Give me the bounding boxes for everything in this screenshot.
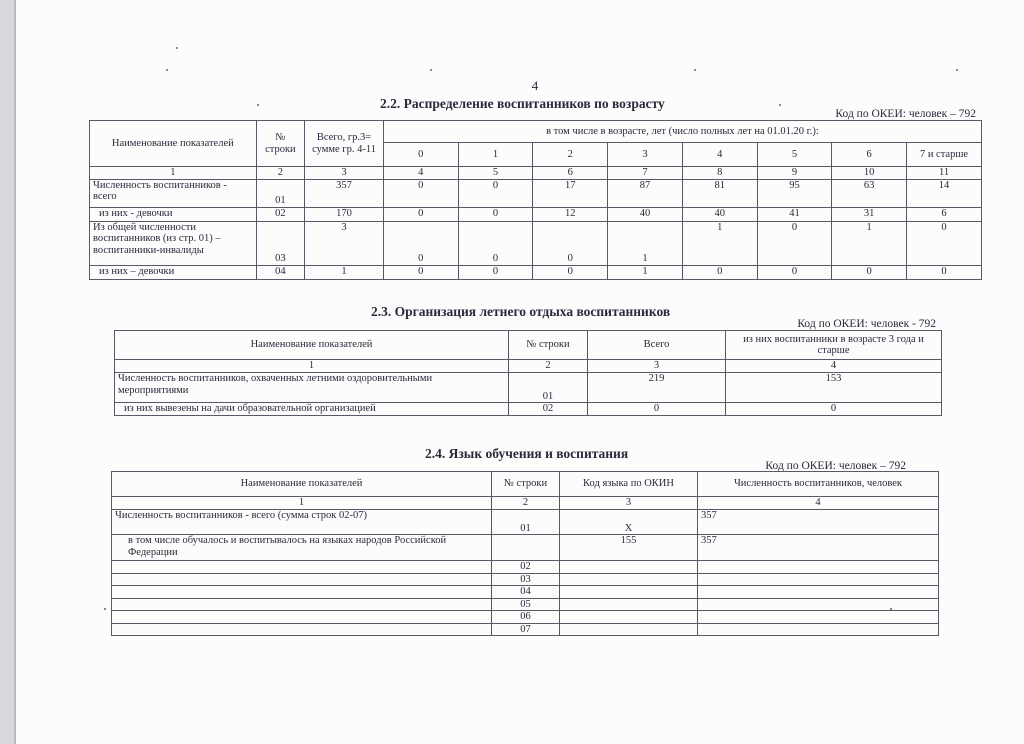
- row-number: 02: [492, 561, 560, 574]
- cell-value: 1: [608, 265, 683, 279]
- column-numbers-row: [112, 497, 939, 510]
- cell-value: 0: [907, 221, 982, 265]
- header-age: 2: [533, 143, 608, 167]
- table-row: [90, 221, 982, 265]
- row-number: 03: [256, 221, 304, 265]
- table-row: [112, 573, 939, 586]
- section-2-3-okei: Код по ОКЕИ: человек - 792: [797, 318, 936, 330]
- cell-age3: 153: [726, 373, 942, 403]
- header-name: Наименование показателей: [90, 121, 257, 167]
- cell-code: [560, 598, 698, 611]
- cell-total: 357: [305, 179, 384, 207]
- header-age: 0: [383, 143, 458, 167]
- row-number: 01: [492, 510, 560, 535]
- cell-code: [560, 573, 698, 586]
- cell-value: 0: [907, 265, 982, 279]
- header-age: 6: [832, 143, 907, 167]
- header-row-no: № строки: [492, 472, 560, 497]
- cell-total: 219: [588, 373, 726, 403]
- row-name: Численность воспитанников, охваченных летними оздоровительными мероприятиями: [115, 373, 509, 403]
- table-row: [90, 179, 982, 207]
- table-row: [115, 373, 942, 403]
- section-2-3-title: 2.3. Организация летнего отдыха воспитанников: [371, 304, 671, 319]
- column-numbers-row: [115, 360, 942, 373]
- table-row: [112, 535, 939, 561]
- cell-total: 0: [588, 403, 726, 416]
- cell-count: [698, 611, 939, 624]
- cell-value: 31: [832, 207, 907, 221]
- column-number: 2: [492, 497, 560, 510]
- header-name: Наименование показателей: [112, 472, 492, 497]
- section-2-2-okei: Код по ОКЕИ: человек – 792: [835, 108, 976, 120]
- header-age-group: в том числе в возрасте, лет (число полных лет на 01.01.20 г.):: [383, 121, 981, 143]
- column-number: 1: [115, 360, 509, 373]
- cell-value: 0: [458, 179, 533, 207]
- row-number: 03: [492, 573, 560, 586]
- cell-value: 1: [608, 221, 683, 265]
- cell-value: 0: [458, 221, 533, 265]
- row-number: 04: [256, 265, 304, 279]
- row-number: 06: [492, 611, 560, 624]
- column-number: 2: [256, 167, 304, 180]
- section-2-2-title: 2.2. Распределение воспитанников по возрасту: [380, 96, 665, 111]
- age-distribution-table: [89, 120, 982, 280]
- cell-code: [560, 623, 698, 636]
- row-name: из них – девочки: [90, 265, 257, 279]
- cell-value: 0: [757, 265, 832, 279]
- cell-value: 40: [682, 207, 757, 221]
- row-number: 01: [256, 179, 304, 207]
- row-number: 07: [492, 623, 560, 636]
- cell-code: 155: [560, 535, 698, 561]
- section-2-4-okei: Код по ОКЕИ: человек – 792: [765, 460, 906, 472]
- column-number: 8: [682, 167, 757, 180]
- row-name: [112, 598, 492, 611]
- summer-rest-table: [114, 330, 942, 416]
- row-name: Численность воспитанников - всего (сумма строк 02-07): [112, 510, 492, 535]
- row-name: [112, 573, 492, 586]
- header-age3: из них воспитанники в возрасте 3 года и старше: [726, 331, 942, 360]
- table-row: [112, 510, 939, 535]
- table-row: [112, 586, 939, 599]
- row-name: Численность воспитанников - всего: [90, 179, 257, 207]
- column-number: 2: [509, 360, 588, 373]
- row-number: [492, 535, 560, 561]
- column-number: 4: [726, 360, 942, 373]
- row-name: в том числе обучалось и воспитывалось на языках народов Российской Федерации: [112, 535, 492, 561]
- row-name: Из общей численности воспитанников (из стр. 01) – воспитанники-инвалиды: [90, 221, 257, 265]
- cell-value: 81: [682, 179, 757, 207]
- column-number: 4: [698, 497, 939, 510]
- row-name: [112, 623, 492, 636]
- cell-value: 87: [608, 179, 683, 207]
- row-number: 02: [509, 403, 588, 416]
- row-name: [112, 586, 492, 599]
- section-2-4-title: 2.4. Язык обучения и воспитания: [425, 446, 629, 461]
- column-number: 7: [608, 167, 683, 180]
- row-number: 02: [256, 207, 304, 221]
- cell-count: 357: [698, 510, 939, 535]
- cell-value: 0: [383, 207, 458, 221]
- row-number: 05: [492, 598, 560, 611]
- row-number: 01: [509, 373, 588, 403]
- table-row: [112, 598, 939, 611]
- table-row: [112, 623, 939, 636]
- row-name: из них - девочки: [90, 207, 257, 221]
- cell-value: 6: [907, 207, 982, 221]
- cell-value: 0: [757, 221, 832, 265]
- header-count: Численность воспитанников, человек: [698, 472, 939, 497]
- column-number: 9: [757, 167, 832, 180]
- cell-value: 14: [907, 179, 982, 207]
- cell-value: 0: [682, 265, 757, 279]
- page-number: 4: [531, 78, 539, 93]
- cell-value: 12: [533, 207, 608, 221]
- table-row: [90, 207, 982, 221]
- column-numbers-row: [90, 167, 982, 180]
- column-number: 11: [907, 167, 982, 180]
- header-age: 3: [608, 143, 683, 167]
- cell-count: [698, 561, 939, 574]
- header-total: Всего: [588, 331, 726, 360]
- header-age: 7 и старше: [907, 143, 982, 167]
- column-number: 1: [90, 167, 257, 180]
- cell-code: [560, 586, 698, 599]
- cell-code: [560, 561, 698, 574]
- table-row: [90, 265, 982, 279]
- cell-count: [698, 623, 939, 636]
- cell-count: [698, 598, 939, 611]
- header-age: 4: [682, 143, 757, 167]
- cell-value: 40: [608, 207, 683, 221]
- column-number: 3: [305, 167, 384, 180]
- cell-value: 0: [533, 221, 608, 265]
- cell-total: 3: [305, 221, 384, 265]
- cell-value: 0: [383, 179, 458, 207]
- header-total: Всего, гр.3= сумме гр. 4-11: [305, 121, 384, 167]
- cell-value: 1: [832, 221, 907, 265]
- table-row: [112, 561, 939, 574]
- column-number: 1: [112, 497, 492, 510]
- cell-value: 0: [458, 207, 533, 221]
- row-name: [112, 561, 492, 574]
- cell-age3: 0: [726, 403, 942, 416]
- cell-code: X: [560, 510, 698, 535]
- table-row: [115, 403, 942, 416]
- cell-code: [560, 611, 698, 624]
- cell-value: 0: [832, 265, 907, 279]
- row-number: 04: [492, 586, 560, 599]
- column-number: 3: [588, 360, 726, 373]
- cell-total: 1: [305, 265, 384, 279]
- header-age: 5: [757, 143, 832, 167]
- column-number: 4: [383, 167, 458, 180]
- column-number: 6: [533, 167, 608, 180]
- cell-value: 0: [383, 265, 458, 279]
- cell-value: 63: [832, 179, 907, 207]
- cell-value: 17: [533, 179, 608, 207]
- header-name: Наименование показателей: [115, 331, 509, 360]
- cell-count: [698, 586, 939, 599]
- header-code: Код языка по ОКИН: [560, 472, 698, 497]
- cell-value: 0: [383, 221, 458, 265]
- cell-value: 95: [757, 179, 832, 207]
- table-row: [112, 611, 939, 624]
- cell-total: 170: [305, 207, 384, 221]
- row-name: из них вывезены на дачи образовательной организацией: [115, 403, 509, 416]
- column-number: 5: [458, 167, 533, 180]
- cell-value: 0: [533, 265, 608, 279]
- row-name: [112, 611, 492, 624]
- language-table: [111, 471, 939, 636]
- cell-value: 1: [682, 221, 757, 265]
- header-row-no: № строки: [509, 331, 588, 360]
- cell-value: 0: [458, 265, 533, 279]
- cell-count: [698, 573, 939, 586]
- cell-value: 41: [757, 207, 832, 221]
- header-age: 1: [458, 143, 533, 167]
- column-number: 10: [832, 167, 907, 180]
- header-row-no: № строки: [256, 121, 304, 167]
- cell-count: 357: [698, 535, 939, 561]
- column-number: 3: [560, 497, 698, 510]
